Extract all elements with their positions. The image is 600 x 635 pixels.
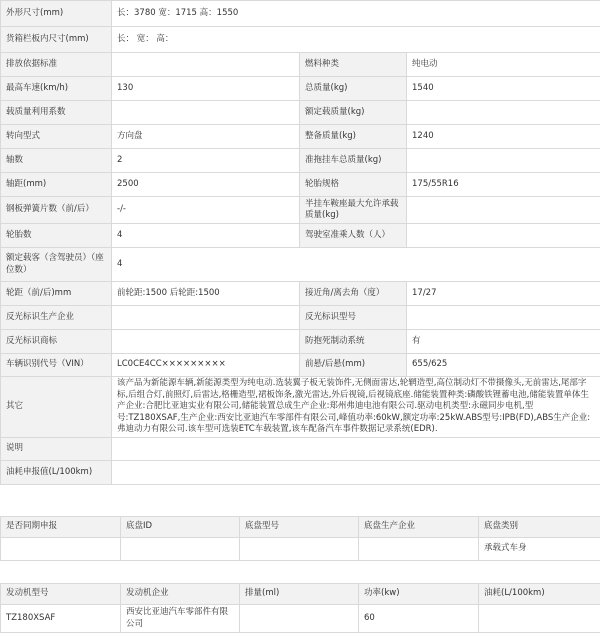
row-label-right: 前悬/后悬(mm) — [300, 354, 407, 377]
chassis-concurrent-value — [1, 538, 121, 561]
row-value: 该产品为新能源车辆,新能源类型为纯电动.选装翼子板无装饰件,无侧面雷达,轮辋造型,高位制动灯不带摄像头,无前雷达,尾部字标,后组合灯,前照灯,后雷达,格栅造型,裙板饰条,激光雷达,外后视镜,后视镜底座.储能装置种类:磷酸铁锂蓄电池,储能装置单体生产企业:合肥比亚迪实业有限公司,储能装置总成生产企业:郑州弗迪电池有限公司.驱动电机类型:永磁同步电机,型号:TZ180XSAF,生产企业:西安比亚迪汽车零部件有限公司,峰值功率:60kW,额定功率:25kW.ABS型号:IPB(FD),ABS生产企业:弗迪动力有限公司.该车型可选装ETC车载装置,该车配备汽车事件数据记录系统(EDR). — [112, 377, 600, 438]
row-value-left — [112, 306, 300, 330]
row-label: 其它 — [1, 377, 112, 438]
row-value-right: 655/625 — [407, 354, 600, 377]
row-value — [112, 461, 600, 485]
row-label-left: 排放依据标准 — [1, 53, 112, 77]
table-row — [1, 224, 600, 248]
row-label-right: 准拖挂车总质量(kg) — [300, 149, 407, 173]
row-label-left: 反光标识生产企业 — [1, 306, 112, 330]
engine-header-model: 发动机型号 — [1, 584, 121, 605]
row-label-right: 整备质量(kg) — [300, 125, 407, 149]
row-label-right: 总质量(kg) — [300, 77, 407, 101]
row-value-left: LC0CE4CC××××××××× — [112, 354, 300, 377]
chassis-header-concurrent: 是否同期申报 — [1, 517, 121, 538]
chassis-model-value — [240, 538, 359, 561]
row-value: 长： 宽： 高： — [112, 27, 600, 53]
chassis-category-value: 承载式车身 — [479, 538, 600, 561]
row-value-right — [407, 149, 600, 173]
row-label-right: 反光标识型号 — [300, 306, 407, 330]
row-value — [112, 438, 600, 461]
row-value-right: 有 — [407, 330, 600, 354]
row-label-left: 最高车速(km/h) — [1, 77, 112, 101]
table-row — [1, 282, 600, 306]
table-row — [1, 27, 600, 53]
table-row — [1, 306, 600, 330]
row-value-left: 前轮距:1500 后轮距:1500 — [112, 282, 300, 306]
table-row — [1, 461, 600, 485]
row-label-left: 轮胎数 — [1, 224, 112, 248]
table-row — [1, 1, 600, 27]
table-row — [1, 125, 600, 149]
engine-header-fuel-consumption: 油耗(L/100km) — [479, 584, 600, 605]
row-label-left: 转向型式 — [1, 125, 112, 149]
row-value-left: 130 — [112, 77, 300, 101]
row-label-left: 载质量利用系数 — [1, 101, 112, 125]
engine-header-manufacturer: 发动机企业 — [121, 584, 240, 605]
chassis-header-model: 底盘型号 — [240, 517, 359, 538]
engine-header-displacement: 排量(ml) — [240, 584, 359, 605]
row-value-right: 纯电动 — [407, 53, 600, 77]
engine-header-power: 功率(kw) — [359, 584, 479, 605]
table-row — [1, 248, 600, 282]
row-value-right — [407, 197, 600, 224]
engine-model-value: TZ180XSAF — [1, 605, 121, 633]
row-label-right: 半挂车鞍座最大允许承载质量(kg) — [300, 197, 407, 224]
row-label: 说明 — [1, 438, 112, 461]
row-label: 外形尺寸(mm) — [1, 1, 112, 27]
row-label: 货箱栏板内尺寸(mm) — [1, 27, 112, 53]
table-row — [1, 354, 600, 377]
row-label-left: 车辆识别代号（VIN） — [1, 354, 112, 377]
chassis-header-id: 底盘ID — [121, 517, 240, 538]
row-value-left — [112, 53, 300, 77]
row-value: 4 — [112, 248, 600, 282]
row-value-right — [407, 101, 600, 125]
row-value-left — [112, 330, 300, 354]
chassis-id-value — [121, 538, 240, 561]
row-label-left: 轴距(mm) — [1, 173, 112, 197]
row-label: 油耗申报值(L/100km) — [1, 461, 112, 485]
chassis-manufacturer-value — [359, 538, 479, 561]
engine-fuel-consumption-value — [479, 605, 600, 633]
chassis-header-category: 底盘类别 — [479, 517, 600, 538]
row-label-right: 驾驶室准乘人数（人） — [300, 224, 407, 248]
row-label-left: 轮距（前/后)mm — [1, 282, 112, 306]
row-label-right: 燃料种类 — [300, 53, 407, 77]
row-value-right: 1540 — [407, 77, 600, 101]
row-value-left: 4 — [112, 224, 300, 248]
row-label-left: 轴数 — [1, 149, 112, 173]
engine-table — [0, 583, 600, 633]
row-value-right — [407, 306, 600, 330]
row-value-left: 2500 — [112, 173, 300, 197]
row-value: 长：3780 宽：1715 高：1550 — [112, 1, 600, 27]
table-row — [1, 330, 600, 354]
table-row — [1, 173, 600, 197]
table-row — [1, 53, 600, 77]
table-row — [1, 377, 600, 438]
engine-power-value: 60 — [359, 605, 479, 633]
row-value-right: 175/55R16 — [407, 173, 600, 197]
table-row — [1, 197, 600, 224]
row-label-left: 反光标识商标 — [1, 330, 112, 354]
row-label-left: 钢板弹簧片数（前/后） — [1, 197, 112, 224]
row-label-right: 额定载质量(kg) — [300, 101, 407, 125]
chassis-header-manufacturer: 底盘生产企业 — [359, 517, 479, 538]
table-row — [1, 438, 600, 461]
row-value-right: 1240 — [407, 125, 600, 149]
row-label-right: 接近角/离去角（度） — [300, 282, 407, 306]
engine-displacement-value — [240, 605, 359, 633]
row-label-right: 轮胎规格 — [300, 173, 407, 197]
row-label: 额定载客（含驾驶员）（座位数） — [1, 248, 112, 282]
row-label-right: 防抱死制动系统 — [300, 330, 407, 354]
row-value-right — [407, 224, 600, 248]
row-value-right: 17/27 — [407, 282, 600, 306]
row-value-left — [112, 101, 300, 125]
table-row — [1, 149, 600, 173]
engine-manufacturer-value: 西安比亚迪汽车零部件有限公司 — [121, 605, 240, 633]
row-value-left: 2 — [112, 149, 300, 173]
row-value-left: -/- — [112, 197, 300, 224]
chassis-table — [0, 516, 600, 561]
table-row — [1, 101, 600, 125]
row-value-left: 方向盘 — [112, 125, 300, 149]
table-row — [1, 77, 600, 101]
